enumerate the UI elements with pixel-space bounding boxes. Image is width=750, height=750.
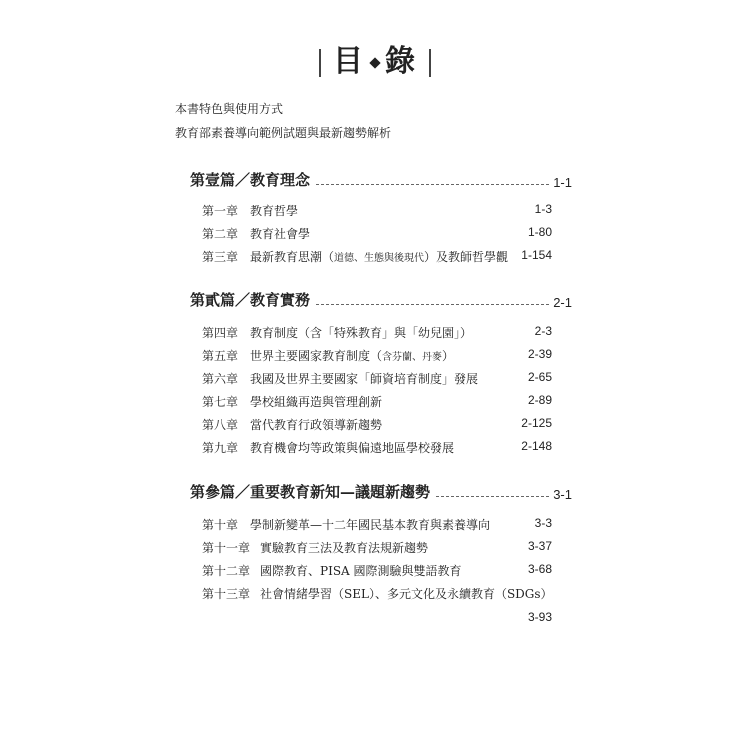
chapter-page: 2-65 (527, 370, 552, 384)
chapter-entry-continued[interactable] (202, 610, 552, 628)
chapter-title: 當代教育行政領導新趨勢 (250, 418, 383, 432)
chapter-entry[interactable] (202, 416, 552, 434)
chapter-entry[interactable] (202, 539, 552, 557)
chapter-title (250, 248, 508, 265)
chapter-entry[interactable] (202, 225, 552, 243)
chapter-entry[interactable] (202, 202, 552, 220)
chapter-title: 社會情緒學習（SEL）、多元文化及永續教育（SDGs） (260, 587, 553, 601)
dotted-leader (316, 184, 549, 185)
chapter-entry[interactable] (202, 393, 552, 411)
chapter-page: 2-3 (534, 324, 552, 338)
chapter-title: 教育社會學 (250, 227, 311, 241)
part-page: 1-1 (553, 175, 572, 190)
toc-title (0, 36, 750, 80)
dotted-leader (316, 304, 549, 305)
chapter-entry[interactable] (202, 516, 552, 534)
part-title: 第貳篇／教育實務 (190, 291, 311, 309)
chapter-number: 第五章 (202, 349, 239, 363)
chapter-number: 第二章 (202, 227, 239, 241)
dotted-leader (436, 496, 549, 497)
intro-line-sample-questions: 教育部素養導向範例試題與最新趨勢解析 (175, 126, 392, 140)
part-title: 第參篇／重要教育新知—議題新趨勢 (190, 483, 431, 501)
chapter-entry[interactable] (202, 562, 552, 580)
chapter-page: 1-3 (534, 202, 552, 216)
chapter-number: 第八章 (202, 418, 239, 432)
chapter-title: 教育哲學 (250, 204, 299, 218)
chapter-title: 我國及世界主要國家「師資培育制度」發展 (250, 372, 479, 386)
part-title: 第壹篇／教育理念 (190, 171, 311, 189)
chapter-title-end: ） (442, 349, 455, 363)
title-right-bar (429, 49, 431, 77)
chapter-entry[interactable] (202, 324, 552, 342)
chapter-title-end: ）及教師哲學觀 (424, 250, 509, 264)
chapter-page: 1-154 (521, 248, 552, 262)
chapter-title-note: 含芬蘭、丹麥 (382, 352, 443, 363)
part-heading[interactable] (190, 482, 572, 502)
chapter-page: 2-148 (521, 439, 552, 453)
chapter-title: 教育制度（含「特殊教育」與「幼兒園」） (250, 326, 473, 340)
chapter-entry[interactable] (202, 347, 552, 365)
part-page: 2-1 (553, 295, 572, 310)
chapter-page: 3-68 (527, 562, 552, 576)
chapter-entry[interactable] (202, 585, 552, 603)
title-char-left: 目 (333, 44, 365, 79)
chapter-page: 3-3 (534, 516, 552, 530)
chapter-title-start: 世界主要國家教育制度（ (250, 349, 383, 363)
chapter-title: 學制新變革—十二年國民基本教育與素養導向 (250, 518, 491, 532)
title-char-right: 錄 (385, 44, 417, 79)
title-left-bar (319, 49, 321, 77)
intro-line-features: 本書特色與使用方式 (175, 102, 284, 116)
chapter-title-start: 最新教育思潮（ (250, 250, 335, 264)
chapter-title: 教育機會均等政策與偏遠地區學校發展 (250, 441, 455, 455)
chapter-title: 國際教育、PISA 國際測驗與雙語教育 (260, 564, 462, 578)
chapter-number: 第六章 (202, 372, 239, 386)
chapter-entry[interactable] (202, 439, 552, 457)
chapter-title: 學校組織再造與管理創新 (250, 395, 383, 409)
chapter-page: 2-125 (521, 416, 552, 430)
chapter-title: 實驗教育三法及教育法規新趨勢 (260, 541, 429, 555)
chapter-page: 2-89 (527, 393, 552, 407)
chapter-number: 第三章 (202, 250, 239, 264)
chapter-number: 第一章 (202, 204, 239, 218)
chapter-page: 3-93 (527, 610, 552, 624)
part-heading[interactable] (190, 290, 572, 310)
chapter-title-note: 道德、生態與後現代 (334, 253, 425, 264)
chapter-number: 第四章 (202, 326, 239, 340)
chapter-number: 第九章 (202, 441, 239, 455)
chapter-page: 2-39 (527, 347, 552, 361)
chapter-title (250, 347, 454, 364)
chapter-number: 第十二章 (202, 564, 251, 578)
chapter-entry[interactable] (202, 370, 552, 388)
chapter-number: 第十一章 (202, 541, 251, 555)
chapter-number: 第十章 (202, 518, 239, 532)
chapter-page: 3-37 (527, 539, 552, 553)
chapter-page: 1-80 (527, 225, 552, 239)
part-heading[interactable] (190, 170, 572, 190)
chapter-number: 第十三章 (202, 587, 251, 601)
part-page: 3-1 (553, 487, 572, 502)
chapter-entry[interactable] (202, 248, 552, 266)
diamond-icon (369, 57, 380, 68)
chapter-number: 第七章 (202, 395, 239, 409)
